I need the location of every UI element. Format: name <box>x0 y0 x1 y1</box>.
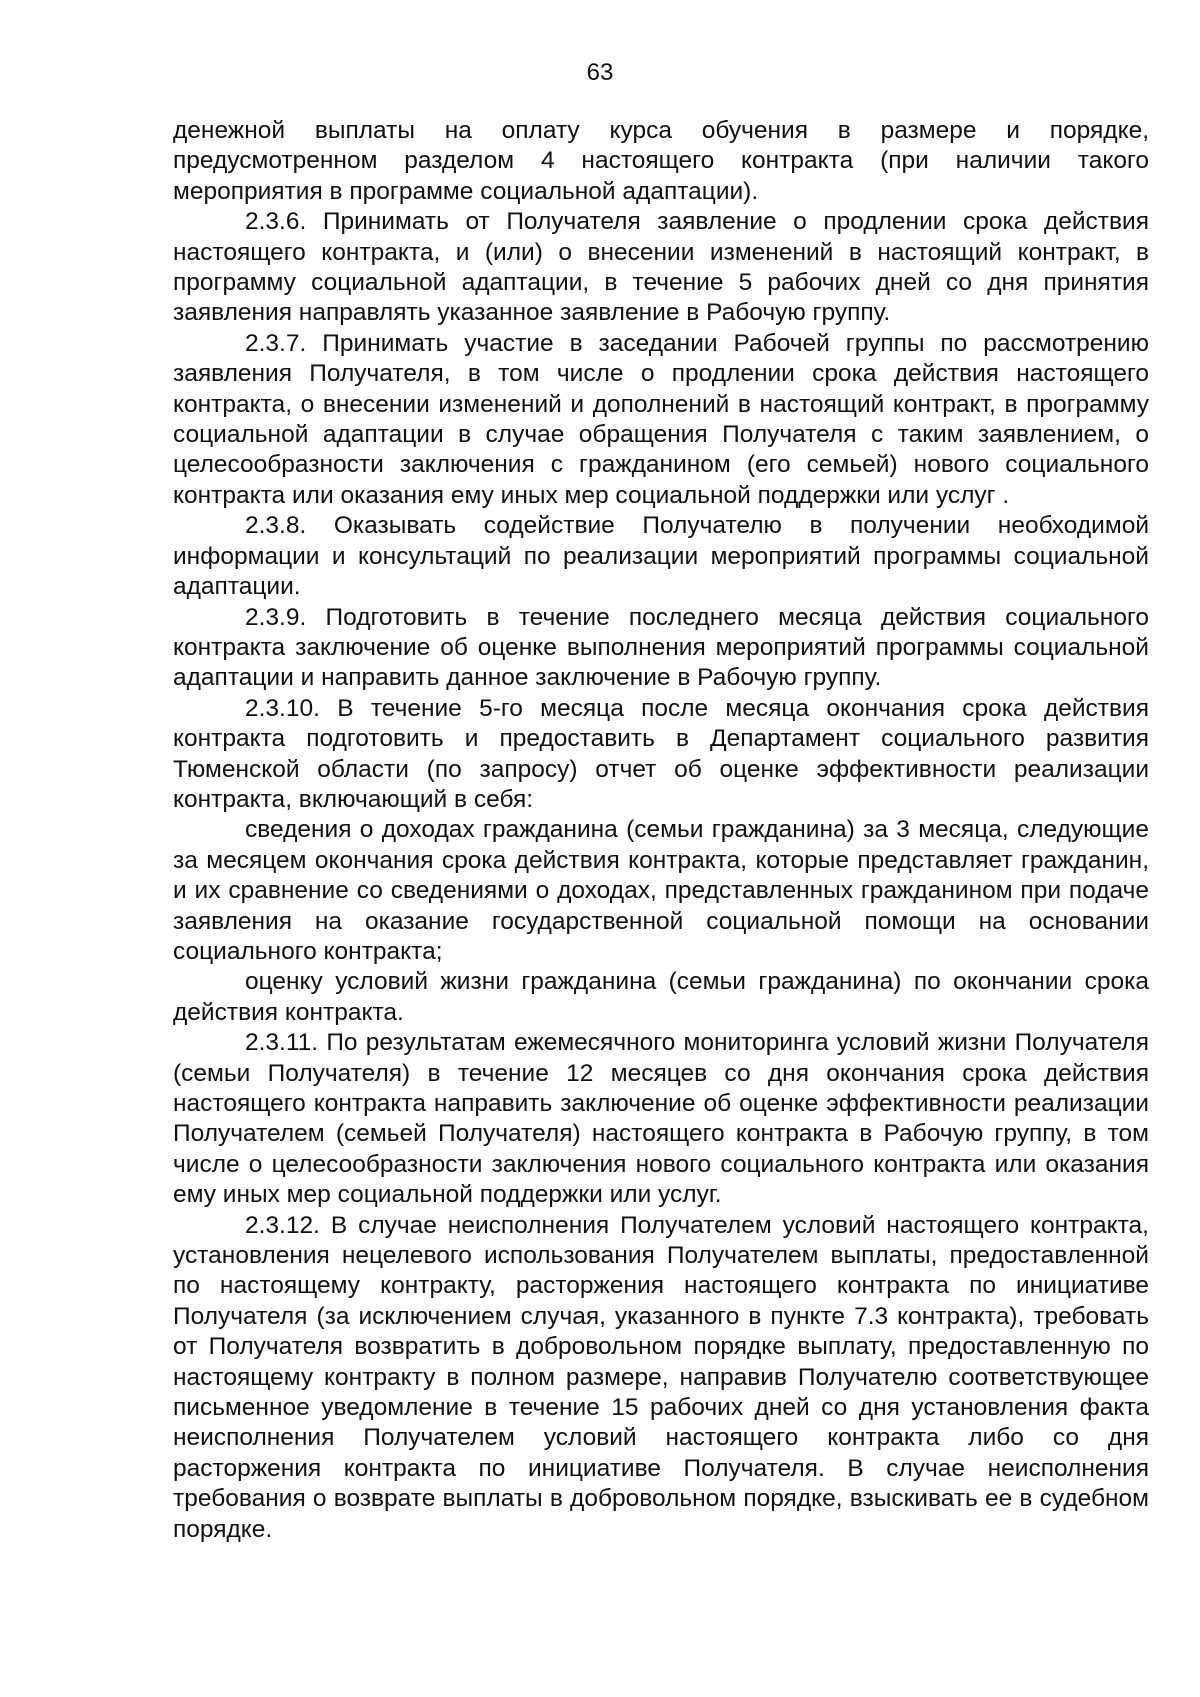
paragraph-continuation: денежной выплаты на оплату курса обучения в размере и порядке, предусмотренном разделом 4 настоящего контракта (при наличии такого мероприятия в программе социальной адаптации). <box>173 117 1149 205</box>
page-number: 63 <box>586 59 614 86</box>
paragraph-2-3-8: 2.3.8. Оказывать содействие Получателю в получении необходимой информации и консультаций по реализации мероприятий программы социальной адаптации. <box>173 512 1149 601</box>
document-body <box>173 116 1149 1545</box>
paragraph-2-3-6: 2.3.6. Принимать от Получателя заявление о продлении срока действия настоящего контракта, и (или) о внесении изменений в настоящий контракт, в программу социальной адаптации, в течение 5 рабочих дней со дня принятия заявления направлять указанное заявление в Рабочую группу. <box>173 208 1149 327</box>
paragraph-living-conditions: оценку условий жизни гражданина (семьи гражданина) по окончании срока действия контракта. <box>173 968 1149 1026</box>
paragraph-2-3-7: 2.3.7. Принимать участие в заседании Рабочей группы по рассмотрению заявления Получателя, в том числе о продлении срока действия настоящего контракта, о внесении изменений и дополнений в настоящий контракт, в программу социальной адаптации в случае обращения Получателя с таким заявлением, о целесообразности заключения с гражданином (его семьей) нового социального контракта или оказания ему иных мер социальной поддержки или услуг . <box>173 329 1149 509</box>
paragraph-2-3-9: 2.3.9. Подготовить в течение последнего месяца действия социального контракта заключение об оценке выполнения мероприятий программы социальной адаптации и направить данное заключение в Рабочую группу. <box>173 603 1149 692</box>
paragraph-income-info: сведения о доходах гражданина (семьи гражданина) за 3 месяца, следующие за месяцем окончания срока действия контракта, которые представляет гражданин, и их сравнение со сведениями о доходах, представленных гражданином при подаче заявления на оказание государственной социальной помощи на основании социального контракта; <box>173 816 1149 965</box>
paragraph-2-3-10: 2.3.10. В течение 5-го месяца после месяца окончания срока действия контракта подготовить и предоставить в Департамент социального развития Тюменской области (по запросу) отчет об оценке эффективности реализации контракта, включающий в себя: <box>173 694 1149 813</box>
paragraph-2-3-11: 2.3.11. По результатам ежемесячного мониторинга условий жизни Получателя (семьи Получателя) в течение 12 месяцев со дня окончания срока действия настоящего контракта направить заключение об оценке эффективности реализации Получателем (семьей Получателя) настоящего контракта в Рабочую группу, в том числе о целесообразности заключения нового социального контракта или оказания ему иных мер социальной поддержки или услуг. <box>173 1029 1149 1209</box>
paragraph-2-3-12: 2.3.12. В случае неисполнения Получателем условий настоящего контракта, установления нецелевого использования Получателем выплаты, предоставленной по настоящему контракту, расторжения настоящего контракта по инициативе Получателя (за исключением случая, указанного в пункте 7.3 контракта), требовать от Получателя возвратить в добровольном порядке выплату, предоставленную по настоящему контракту в полном размере, направив Получателю соответствующее письменное уведомление в течение 15 рабочих дней со дня установления факта неисполнения Получателем условий настоящего контракта либо со дня расторжения контракта по инициативе Получателя. В случае неисполнения требования о возврате выплаты в добровольном порядке, взыскивать ее в судебном порядке. <box>173 1211 1149 1543</box>
